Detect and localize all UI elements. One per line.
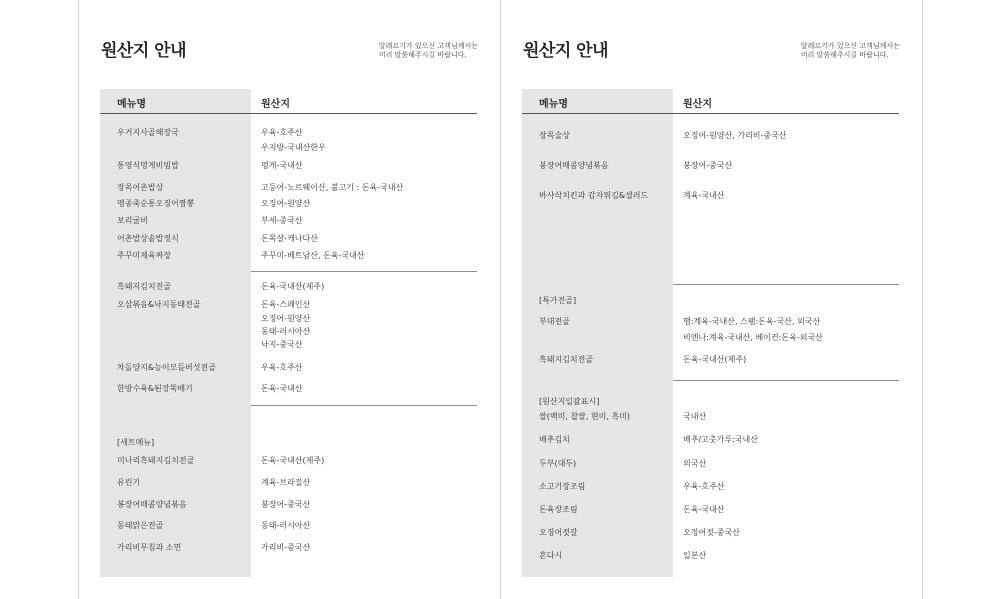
allergy-note bbox=[379, 42, 478, 60]
menu-item-name: 동태맑은전골 bbox=[117, 521, 164, 530]
menu-item-origin: 비엔나:계육-국내산, 베이컨:돈육-외국산 bbox=[683, 333, 823, 342]
menu-item-origin: 주꾸미-베트남산, 돈육-국내산 bbox=[261, 251, 365, 260]
menu-item-name: 흑돼지김치전골 bbox=[117, 282, 172, 291]
menu-item-origin: 오징어젓-중국산 bbox=[683, 528, 740, 537]
menu-item-name: 두부(대두) bbox=[539, 459, 577, 468]
allergy-note-line: 알레르기가 있으신 고객님께서는 bbox=[800, 42, 900, 50]
menu-item-name: 오삼볶음&낙지동태전골 bbox=[117, 300, 201, 309]
menu-item-origin: 우육-호주산 bbox=[261, 363, 303, 372]
menu-item-origin: 가리비-중국산 bbox=[261, 543, 311, 552]
set-menu-label: [세트메뉴] bbox=[117, 438, 155, 447]
allergy-note-line: 미리 말씀해주시길 바랍니다. bbox=[378, 51, 467, 59]
menu-item-origin: 부세-중국산 bbox=[261, 216, 303, 225]
group-divider bbox=[251, 271, 477, 272]
menu-item-origin: 붕장어-중국산 bbox=[683, 161, 733, 170]
special-hotpot-label: [특가전골] bbox=[539, 296, 577, 305]
menu-page-right bbox=[500, 0, 923, 599]
group-divider bbox=[673, 380, 899, 381]
menu-item-name: 미나리흑돼지김치전골 bbox=[117, 456, 195, 465]
menu-item-origin: 붕장어-중국산 bbox=[261, 500, 311, 509]
menu-item-name: 오징어젓갈 bbox=[539, 528, 578, 537]
menu-item-origin: 일본산 bbox=[683, 551, 707, 560]
origin-column-header: 원산지 bbox=[261, 99, 290, 110]
group-divider bbox=[673, 284, 899, 285]
bulk-origin-label: [원산지일괄표시] bbox=[539, 397, 600, 406]
origin-column-header: 원산지 bbox=[683, 99, 712, 110]
menu-item-origin: 돈육-국내산 bbox=[261, 384, 303, 393]
menu-item-origin: 돈육-스페인산 bbox=[261, 300, 311, 309]
allergy-note bbox=[801, 42, 900, 60]
menu-item-name: 혼다시 bbox=[539, 551, 563, 560]
menu-item-name: 통영식멍게비빔밥 bbox=[117, 161, 179, 170]
menu-item-origin: 햄:계육-국내산, 스팸:돈육-국산, 외국산 bbox=[683, 317, 821, 326]
menu-item-origin: 우육-호주산 bbox=[261, 128, 303, 137]
menu-item-name: 차돌양지&능이모듬버섯전골 bbox=[117, 363, 216, 372]
menu-item-name: 붕장어매콤양념볶음 bbox=[539, 161, 609, 170]
menu-item-origin: 우육-호주산 bbox=[683, 482, 725, 491]
menu-item-name: 우거지사골해장국 bbox=[117, 128, 179, 137]
menu-item-name: 어촌밥상솥밥정식 bbox=[117, 234, 179, 243]
menu-item-origin: 계육-국내산 bbox=[683, 191, 725, 200]
menu-item-origin: 돈육-국내산 bbox=[683, 505, 725, 514]
menu-item-name: 한방수육&된장뚝배기 bbox=[117, 384, 193, 393]
menu-item-name: 흑돼지김치전골 bbox=[539, 355, 594, 364]
menu-item-name: 맹종죽순통오징어짬뽕 bbox=[117, 199, 195, 208]
menu-item-origin: 우지방-국내산한우 bbox=[261, 143, 326, 152]
menu-item-origin: 오징어-원양산 bbox=[261, 199, 311, 208]
menu-item-origin: 돈육-국내산(제주) bbox=[683, 355, 747, 364]
header-divider bbox=[522, 113, 899, 114]
menu-column-header: 메뉴명 bbox=[539, 99, 568, 110]
menu-item-name: 장목어촌밥상 bbox=[117, 183, 164, 192]
menu-item-name: 보리굴비 bbox=[117, 216, 148, 225]
menu-item-origin: 멍게-국내산 bbox=[261, 161, 303, 170]
menu-item-origin: 국내산 bbox=[683, 412, 707, 421]
menu-item-origin: 동태-러시아산 bbox=[261, 521, 311, 530]
menu-item-name: 배추김치 bbox=[539, 435, 570, 444]
menu-item-origin: 동태-러시아산 bbox=[261, 327, 311, 336]
menu-item-origin: 낙지-중국산 bbox=[261, 340, 303, 349]
menu-item-name: 주꾸미제육짜장 bbox=[117, 251, 172, 260]
menu-page-left bbox=[78, 0, 501, 599]
menu-item-name: 봉장어매콤양념볶음 bbox=[117, 500, 187, 509]
allergy-note-line: 미리 말씀해주시길 바랍니다. bbox=[800, 51, 889, 59]
menu-item-origin: 돈육-국내산(제주) bbox=[261, 456, 325, 465]
menu-item-origin: 고등어-노르웨이산, 불고기 : 돈육-국내산 bbox=[261, 183, 404, 192]
page-title: 원산지 안내 bbox=[523, 41, 609, 61]
menu-item-name: 소고기장조림 bbox=[539, 482, 586, 491]
allergy-note-line: 알레르기가 있으신 고객님께서는 bbox=[378, 42, 478, 50]
menu-item-origin: 돈목살-캐나다산 bbox=[261, 234, 318, 243]
menu-item-origin: 오징어-원양산 bbox=[261, 314, 311, 323]
menu-item-name: 쌀(백미, 찹쌀, 현미, 흑미) bbox=[539, 412, 631, 421]
menu-item-name: 부대전골 bbox=[539, 317, 570, 326]
menu-item-origin: 배추/고춧가루:국내산 bbox=[683, 435, 758, 444]
menu-item-origin: 외국산 bbox=[683, 459, 707, 468]
menu-item-name: 장목술상 bbox=[539, 131, 570, 140]
page-title: 원산지 안내 bbox=[101, 41, 187, 61]
menu-item-origin: 돈육-국내산(제주) bbox=[261, 282, 325, 291]
menu-item-origin: 오징어-원양산, 가리비-중국산 bbox=[683, 131, 787, 140]
header-divider bbox=[100, 113, 477, 114]
group-divider bbox=[251, 405, 477, 406]
menu-column-header: 메뉴명 bbox=[117, 99, 146, 110]
menu-item-name: 유린기 bbox=[117, 478, 141, 487]
menu-item-origin: 계육-브라질산 bbox=[261, 478, 311, 487]
menu-item-name: 돈육장조림 bbox=[539, 505, 578, 514]
menu-item-name: 바사삭치킨과 감자튀김&샐러드 bbox=[539, 191, 649, 200]
menu-item-name: 가리비무침과 소면 bbox=[117, 543, 182, 552]
